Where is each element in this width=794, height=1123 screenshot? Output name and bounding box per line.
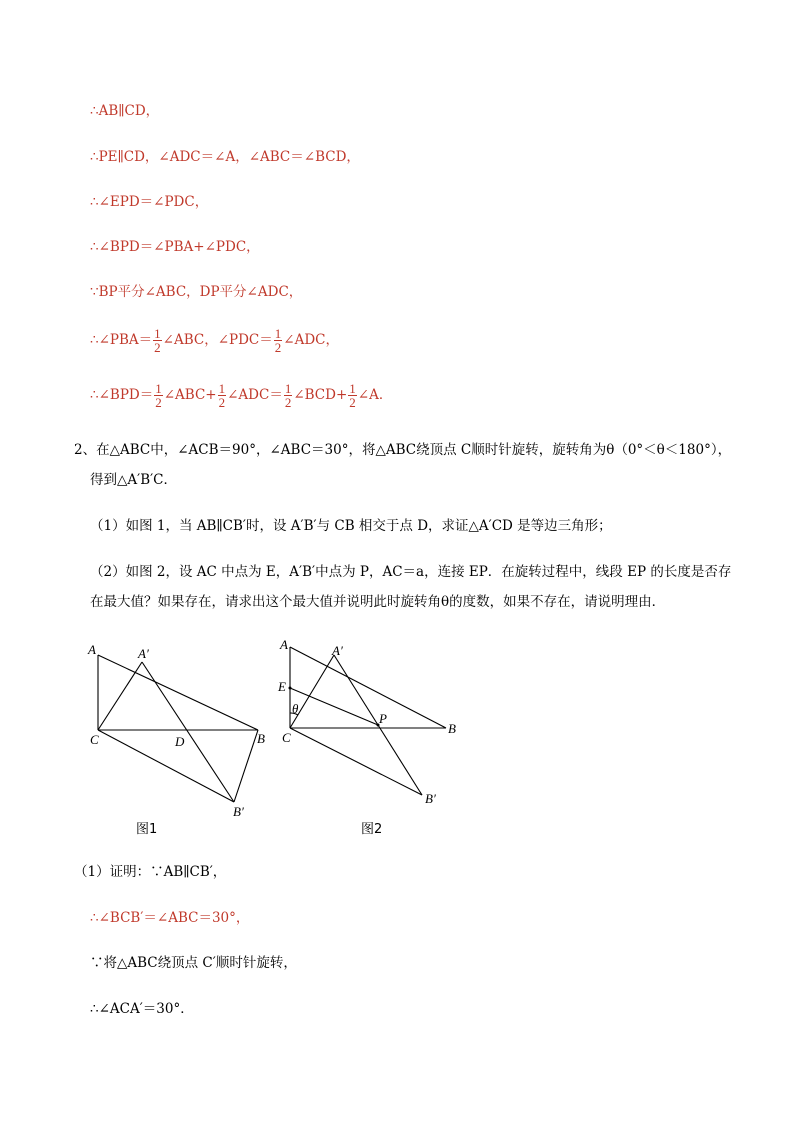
figure-1 — [80, 640, 280, 825]
proof-line-6 — [90, 323, 339, 357]
fraction-half: $\frac{1}{2}$ — [155, 381, 162, 410]
proof-line-3: ∴∠EPD＝∠PDC， — [90, 194, 209, 210]
proof-line-2: ∴PE∥CD，∠ADC＝∠A，∠ABC＝∠BCD， — [90, 149, 360, 165]
proof-line-1: ∴AB∥CD， — [90, 103, 160, 119]
label-B: B — [448, 721, 456, 736]
solution-line-4: ∴∠ACA′＝30°． — [90, 1001, 194, 1017]
label-A-prime: A′ — [332, 643, 343, 658]
proof-line-7 — [90, 378, 392, 412]
proof-line-5: ∵BP平分∠ABC，DP平分∠ADC， — [90, 284, 303, 300]
figure-1-caption: 图1 — [136, 822, 158, 837]
solution-line-2: ∴∠BCB′＝∠ABC＝30°， — [90, 910, 250, 926]
figure-2-caption: 图2 — [361, 822, 383, 837]
label-B: B — [257, 731, 265, 746]
problem2-part2-line1: （2）如图 2，设 AC 中点为 E，A′B′中点为 P，AC＝a，连接 EP．在旋转过程中，线段 EP 的长度是否存 — [90, 564, 732, 580]
proof-line-7-c: ∠ADC＝ — [227, 387, 283, 403]
label-C: C — [282, 730, 291, 745]
fraction-half: $\frac{1}{2}$ — [349, 381, 356, 410]
fraction-half: $\frac{1}{2}$ — [274, 326, 282, 355]
segment-CA1 — [98, 662, 142, 730]
proof-line-6-b: ∠ABC，∠PDC＝ — [162, 332, 273, 348]
proof-line-7-d: ∠BCD+ — [293, 387, 348, 403]
segment-CB1 — [290, 728, 422, 795]
segment-A1B1 — [142, 662, 234, 802]
proof-line-7-b: ∠ABC+ — [163, 387, 217, 403]
label-A-prime: A′ — [138, 646, 149, 661]
label-B-prime: B′ — [233, 804, 244, 819]
problem2-part1: （1）如图 1，当 AB∥CB′时，设 A′B′与 CB 相交于点 D，求证△A′CD 是等边三角形； — [90, 518, 612, 534]
segment-CA1 — [290, 655, 334, 728]
problem2-stem-line2: 得到△A′B′C． — [90, 472, 178, 488]
solution-line-3: ∵将△ABC绕顶点 C′顺时针旋转， — [90, 955, 297, 971]
problem2-part2-line2: 在最大值？如果存在，请求出这个最大值并说明此时旋转角θ的度数，如果不存在，请说明理由． — [90, 594, 666, 610]
proof-line-7-e: ∠A． — [357, 387, 393, 403]
label-P: P — [379, 711, 387, 726]
proof-line-6-a: ∴∠PBA＝ — [90, 332, 153, 348]
segment-B1B — [234, 730, 258, 802]
fraction-half: $\frac{1}{2}$ — [218, 381, 226, 410]
label-theta: θ — [292, 701, 299, 716]
problem2-stem-line1: 2、在△ABC中，∠ACB＝90°，∠ABC＝30°，将△ABC绕顶点 C顺时针旋转，旋转角为θ（0°＜θ＜180°）， — [74, 442, 732, 458]
label-C: C — [90, 732, 99, 747]
label-B-prime: B′ — [425, 791, 436, 806]
segment-CB1 — [98, 730, 234, 802]
label-A: A — [88, 642, 96, 657]
proof-line-6-c: ∠ADC， — [283, 332, 339, 348]
label-A: A — [280, 637, 288, 652]
proof-line-7-a: ∴∠BPD＝ — [90, 387, 154, 403]
figure-2 — [272, 635, 472, 810]
solution-line-1: （1）证明：∵AB∥CB′， — [74, 864, 227, 880]
segment-AB — [290, 647, 446, 728]
label-E: E — [278, 679, 286, 694]
proof-line-4: ∴∠BPD＝∠PBA+∠PDC， — [90, 239, 260, 255]
fraction-half: $\frac{1}{2}$ — [154, 326, 161, 355]
point-E — [289, 687, 292, 690]
fraction-half: $\frac{1}{2}$ — [284, 381, 292, 410]
label-D: D — [175, 734, 185, 749]
